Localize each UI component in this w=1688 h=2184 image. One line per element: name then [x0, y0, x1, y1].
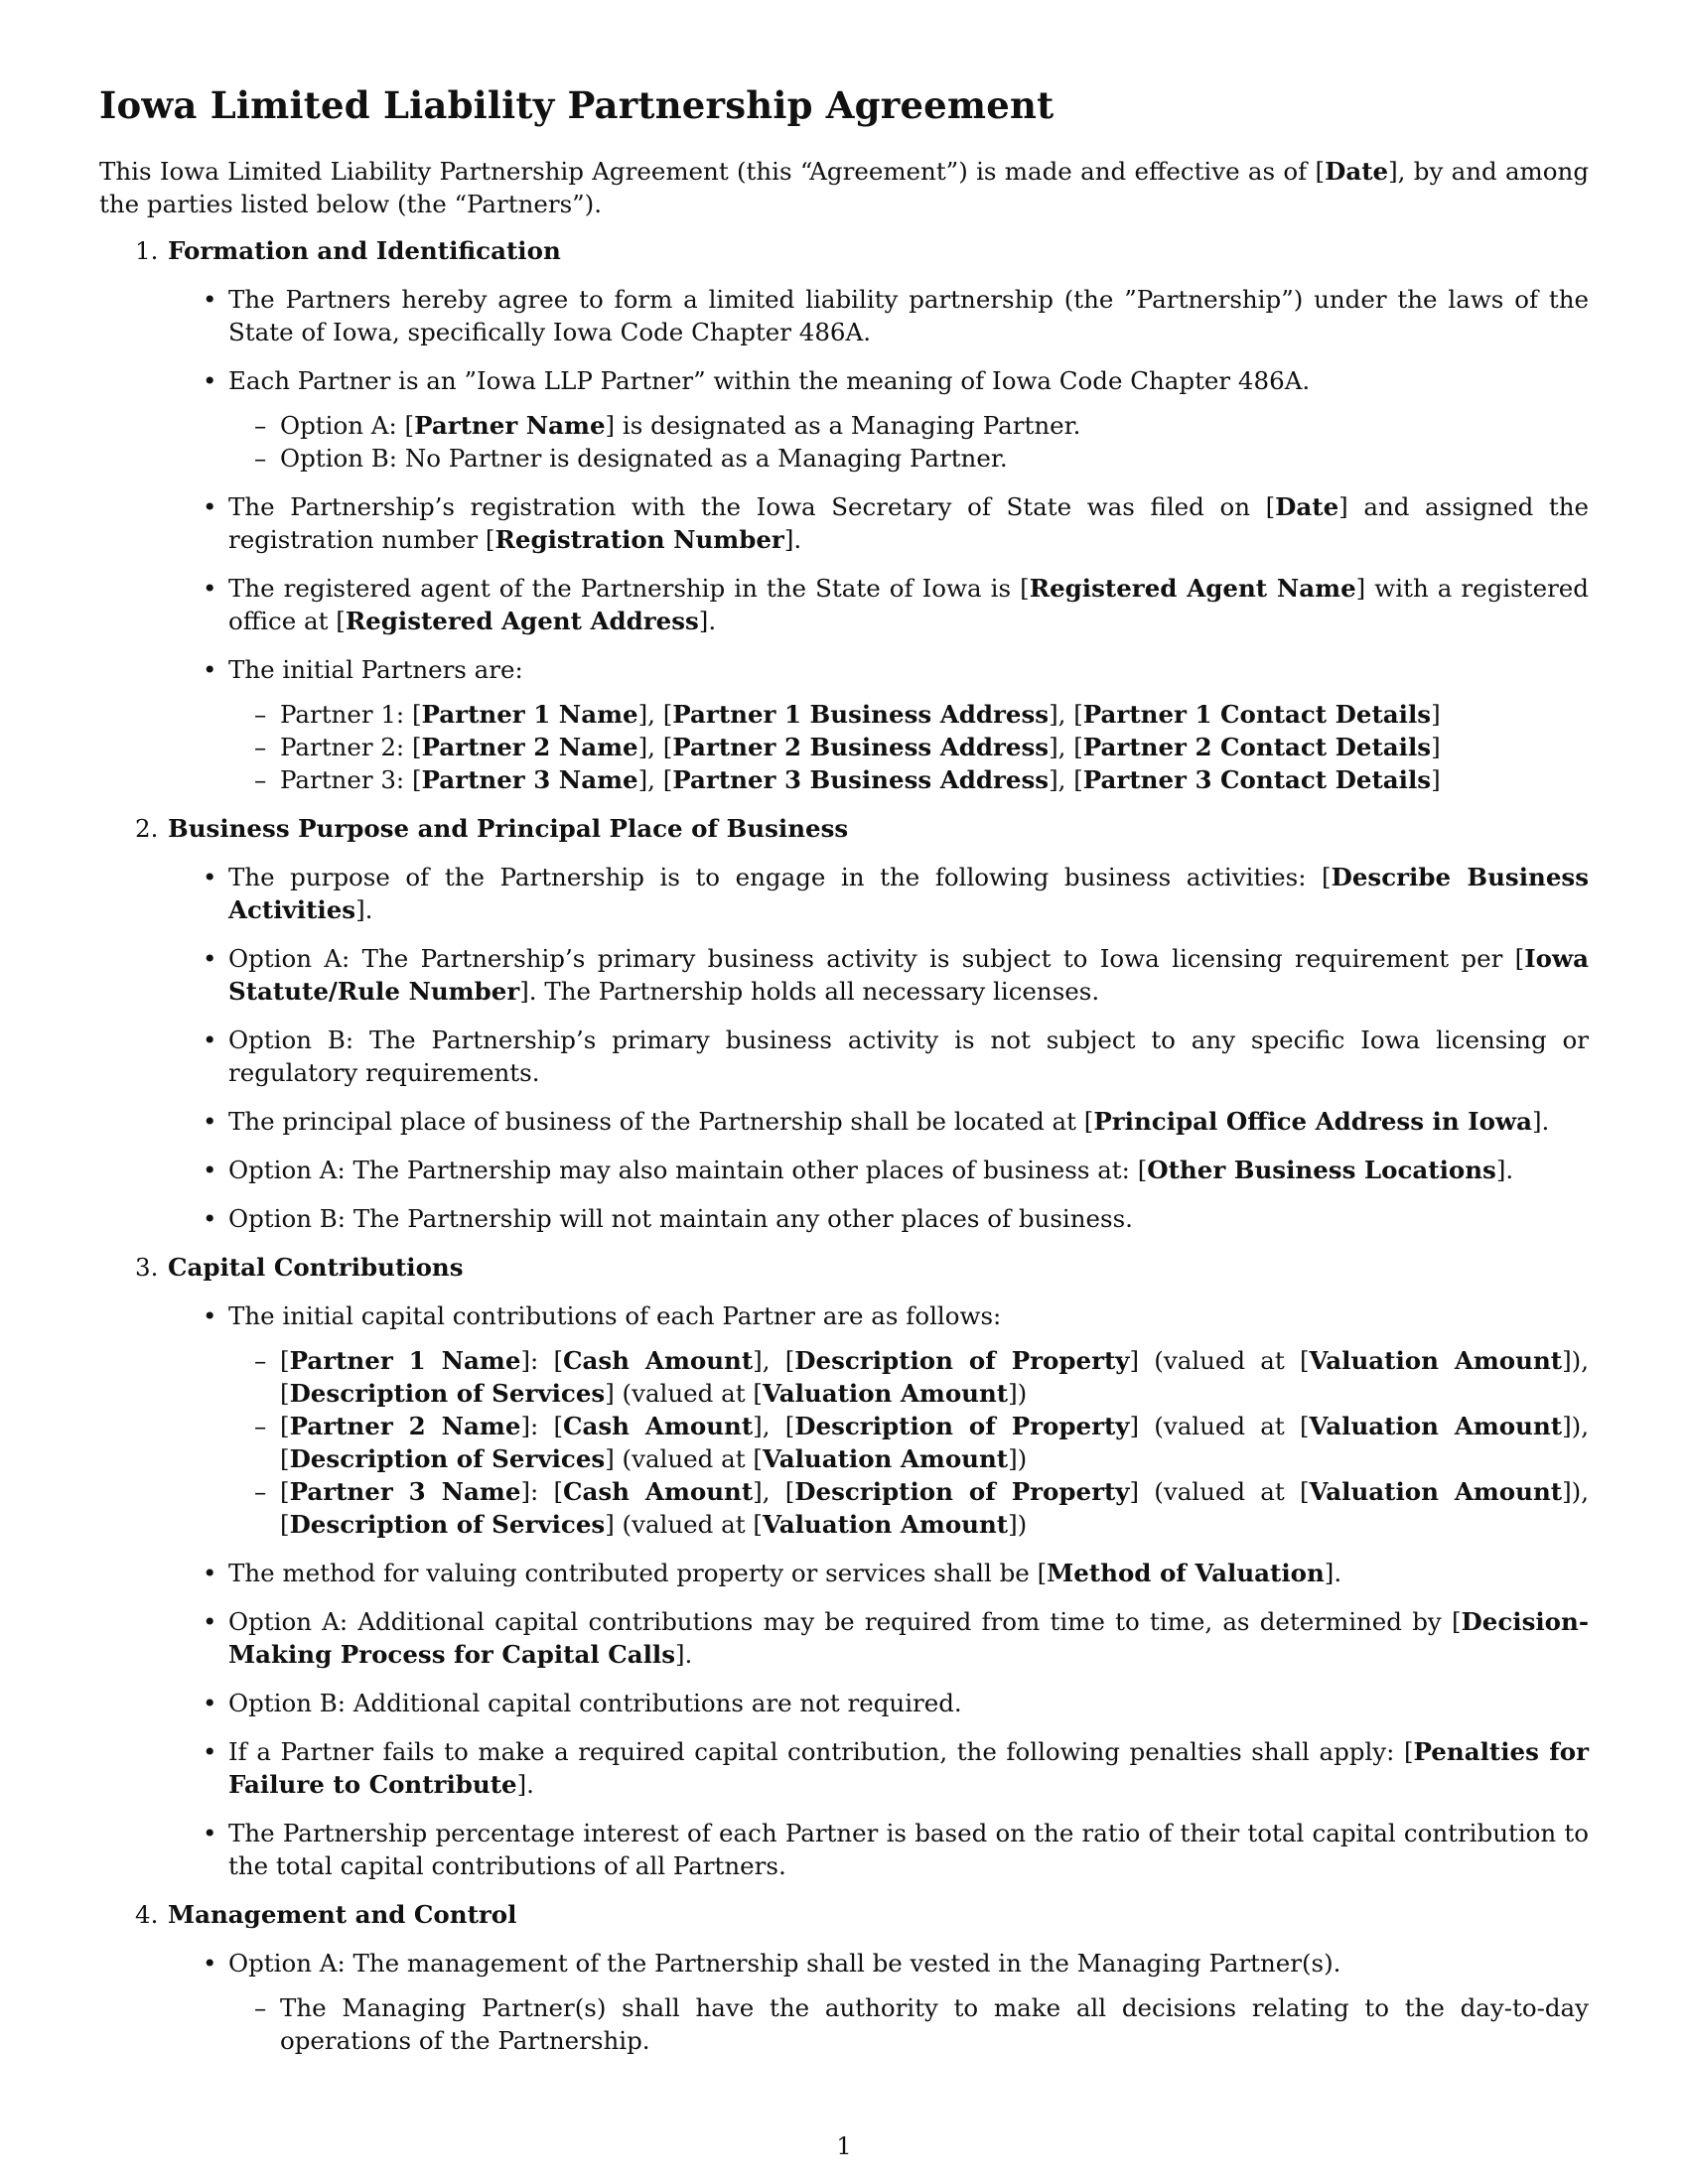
s3-bullet-penalties: • If a Partner fails to make a required capital contribution, the following penalties shall apply: [Penalties for Failure to Contribute].	[228, 1735, 1589, 1801]
s2-bullet-licensing-option-b: • Option B: The Partnership’s primary business activity is not subject to any specific Iowa licensing or regulatory requirements.	[228, 1024, 1589, 1089]
section-1	[99, 234, 1589, 796]
s4-bullet-management-option-a: • Option A: The management of the Partnership shall be vested in the Managing Partner(s). – The Managing Partner(s) shall have the authority to make all decisions relating to the day-to-day operations of the Partnership.	[228, 1947, 1589, 2057]
partner-entry: – Partner 2: [Partner 2 Name], [Partner 2 Business Address], [Partner 2 Contact Details]	[280, 731, 1589, 763]
s1-bullet-formation: • The Partners hereby agree to form a limited liability partnership (the ”Partnership”) under the laws of the State of Iowa, specifically Iowa Code Chapter 486A.	[228, 283, 1589, 348]
section-4-bullets	[99, 1947, 1589, 2057]
section-4	[99, 1898, 1589, 2057]
s1-bullet-registered-agent: • The registered agent of the Partnership in the State of Iowa is [Registered Agent Name] with a registered office at [Registered Agent Address].	[228, 572, 1589, 637]
s4-sub-list	[228, 1991, 1589, 2057]
section-4-heading: 4. Management and Control	[135, 1900, 517, 1930]
s3-bullet-percentage-interest: • The Partnership percentage interest of each Partner is based on the ratio of their total capital contribution to the total capital contributions of all Partners.	[228, 1817, 1589, 1882]
s3-contribution-list	[228, 1344, 1589, 1541]
section-2-bullets	[99, 861, 1589, 1235]
s1-bullet-registration: • The Partnership’s registration with the Iowa Secretary of State was filed on [Date] and assigned the registration number [Registration Number].	[228, 490, 1589, 556]
document-title: Iowa Limited Liability Partnership Agreement	[99, 83, 1055, 127]
s3-bullet-capital-calls-option-b: • Option B: Additional capital contributions are not required.	[228, 1687, 1589, 1719]
s2-bullet-principal-office: • The principal place of business of the Partnership shall be located at [Principal Office Address in Iowa].	[228, 1105, 1589, 1138]
partner-entry: – Partner 1: [Partner 1 Name], [Partner 1 Business Address], [Partner 1 Contact Details]	[280, 698, 1589, 731]
section-2	[99, 812, 1589, 1235]
s2-bullet-locations-option-a: • Option A: The Partnership may also maintain other places of business at: [Other Business Locations].	[228, 1154, 1589, 1186]
s4-sub-authority: – The Managing Partner(s) shall have the authority to make all decisions relating to the day-to-day operations of the Partnership.	[280, 1991, 1589, 2057]
partner-entry: – Partner 3: [Partner 3 Name], [Partner 3 Business Address], [Partner 3 Contact Details]	[280, 763, 1589, 796]
contribution-entry: – [Partner 3 Name]: [Cash Amount], [Description of Property] (valued at [Valuation Amount]), [Description of Services] (valued at [Valuation Amount])	[280, 1475, 1589, 1541]
s1-partner-list	[228, 698, 1589, 796]
contribution-entry: – [Partner 2 Name]: [Cash Amount], [Description of Property] (valued at [Valuation Amount]), [Description of Services] (valued at [Valuation Amount])	[280, 1410, 1589, 1475]
s3-bullet-initial-contributions: • The initial capital contributions of each Partner are as follows: – [Partner 1 Name]: [Cash Amount], [Description of Property] (valued at [Valuation Amount]), [Description of Services] (valued at [Valuation Amount]) – [Partner 2 Name]: [Cash Amount], [Description of Property] (valued at [Valuation Amount]), [Description of Services] (valued at [Valuation Amount]) – [Partner 3 Name]: [Cash Amount], [Description of Property] (valued at [Valuation Amount]), [Description of Services] (valued at [Valuation Amount])	[228, 1299, 1589, 1541]
section-2-heading: 2. Business Purpose and Principal Place of Business	[135, 814, 849, 844]
page-number: 1	[836, 2132, 852, 2160]
section-1-bullets	[99, 283, 1589, 796]
document-page	[99, 83, 1589, 2073]
intro-date-field: Date	[1325, 157, 1389, 187]
s2-bullet-licensing-option-a: • Option A: The Partnership’s primary business activity is subject to Iowa licensing requirement per [Iowa Statute/Rule Number]. The Partnership holds all necessary licenses.	[228, 942, 1589, 1008]
s2-bullet-locations-option-b: • Option B: The Partnership will not maintain any other places of business.	[228, 1202, 1589, 1235]
s1-bullet-initial-partners: • The initial Partners are: – Partner 1: [Partner 1 Name], [Partner 1 Business Address], [Partner 1 Contact Details] – Partner 2: [Partner 2 Name], [Partner 2 Business Address], [Partner 2 Contact Details] – Partner 3: [Partner 3 Name], [Partner 3 Business Address], [Partner 3 Contact Details]	[228, 653, 1589, 796]
sections-list	[99, 234, 1589, 2057]
s1-managing-options	[228, 409, 1589, 475]
section-3	[99, 1251, 1589, 1882]
contribution-entry: – [Partner 1 Name]: [Cash Amount], [Description of Property] (valued at [Valuation Amount]), [Description of Services] (valued at [Valuation Amount])	[280, 1344, 1589, 1410]
section-3-heading: 3. Capital Contributions	[135, 1253, 464, 1283]
section-1-heading: 1. Formation and Identification	[135, 236, 561, 266]
intro-paragraph: This Iowa Limited Liability Partnership Agreement (this “Agreement”) is made and effective as of [Date], by and among the parties listed below (the “Partners”).	[99, 157, 1590, 219]
section-3-bullets	[99, 1299, 1589, 1882]
s1-option-a: – Option A: [Partner Name] is designated as a Managing Partner.	[280, 409, 1589, 442]
s3-bullet-valuation-method: • The method for valuing contributed property or services shall be [Method of Valuation].	[228, 1557, 1589, 1589]
s1-option-b: – Option B: No Partner is designated as a Managing Partner.	[280, 442, 1589, 475]
s2-bullet-purpose: • The purpose of the Partnership is to engage in the following business activities: [Describe Business Activities].	[228, 861, 1589, 926]
s3-bullet-capital-calls-option-a: • Option A: Additional capital contributions may be required from time to time, as determined by [Decision-Making Process for Capital Calls].	[228, 1605, 1589, 1671]
s1-bullet-llp-partner: • Each Partner is an ”Iowa LLP Partner” within the meaning of Iowa Code Chapter 486A. – Option A: [Partner Name] is designated as a Managing Partner. – Option B: No Partner is designated as a Managing Partner.	[228, 364, 1589, 475]
